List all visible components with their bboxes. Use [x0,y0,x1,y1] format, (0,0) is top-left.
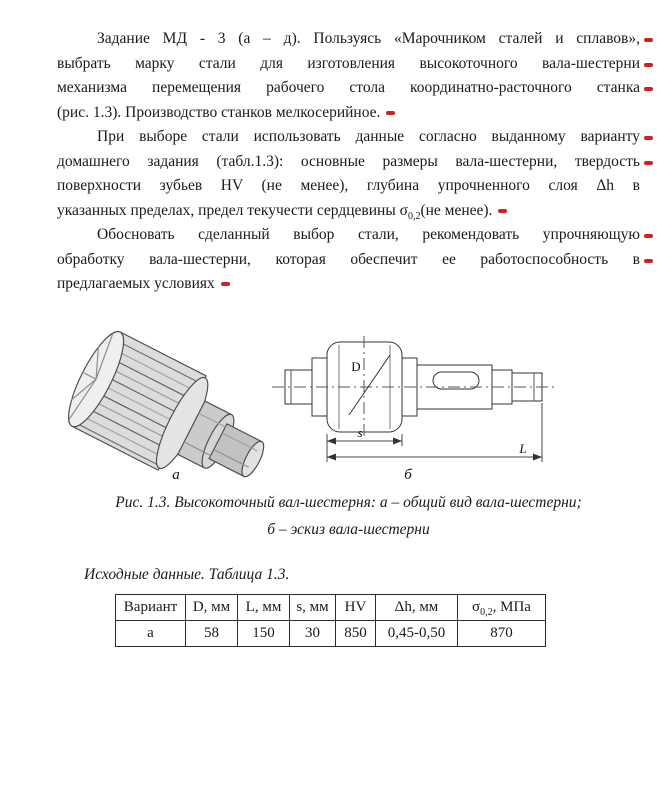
shaft-sketch [272,336,557,462]
dim-label-s: s [357,424,363,440]
table-title: Исходные данные. Таблица 1.3. [84,565,290,583]
table-body [116,620,546,646]
table-cell: 150 [238,620,290,646]
gear-drawing [59,325,283,485]
paragraph-line [57,125,640,150]
proofing-mark [644,63,653,67]
line-text: При выборе стали использовать данные согласно выданному варианту [97,128,640,145]
proofing-mark [644,161,653,165]
table-cell: 870 [458,620,546,646]
proofing-mark [644,87,653,91]
table-header-cell: HV [336,594,376,620]
paragraph-line [57,76,640,101]
paragraph [57,27,640,125]
proofing-mark [498,209,507,213]
table-header-cell: s, мм [290,594,336,620]
caption-line-2: б – эскиз вала-шестерни [267,520,430,538]
table-header-cell: $\sigma_{0,2}$, МПа [458,594,546,620]
data-table [115,594,546,647]
table-cell: 30 [290,620,336,646]
table-head [116,594,546,620]
figure-label-b: б [404,466,412,483]
line-text: поверхности зубьев HV (не менее), глубина упрочненного слоя Δh в [57,177,640,194]
line-text: домашнего задания (табл.1.3): основные размеры вала-шестерни, твердость [57,152,640,170]
table-header-cell: D, мм [186,594,238,620]
paragraph-line [57,272,640,297]
dim-label-l: L [519,440,527,456]
figure-caption [57,489,640,543]
paragraph-line [57,199,640,224]
line-text: выбрать марку стали для изготовления высокоточного вала-шестерни [57,54,640,72]
content-column [57,27,640,647]
line-text: Задание МД - 3 (а – д). Пользуясь «Марочником сталей и сплавов», [97,30,640,47]
line-text: обработку вала-шестерни, которая обеспечит ее работоспособность в [57,250,640,268]
table-cell: 0,45-0,50 [376,620,458,646]
table-header-cell: L, мм [238,594,290,620]
paragraph-line [57,150,640,175]
proofing-mark [644,259,653,263]
paragraph-line [57,174,640,199]
line-text: механизма перемещения рабочего стола координатно-расточного станка [57,79,640,96]
paragraph-line [57,248,640,273]
figure-label-a: а [172,466,180,483]
paragraph-line [57,52,640,77]
paragraph [57,223,640,297]
proofing-mark [644,136,653,140]
dim-label-d: D [351,358,361,374]
table-cell: 58 [186,620,238,646]
paragraph-line [57,27,640,52]
paragraph-line [57,101,640,126]
body-text [57,27,640,297]
table-header-cell: Δh, мм [376,594,458,620]
paragraph-line [57,223,640,248]
paragraph [57,125,640,223]
proofing-mark [644,234,653,238]
line-text: Обосновать сделанный выбор стали, рекомендовать упрочняющую [97,226,640,243]
table-row [116,620,546,646]
line-text: указанных пределах, предел текучести сердцевины $\sigma_{0,2}(не$ менее). [57,201,493,222]
figure [57,307,640,485]
line-text: предлагаемых условиях [57,275,215,292]
table-header-row [116,594,546,620]
table-header-cell: Вариант [116,594,186,620]
table-cell: а [116,620,186,646]
proofing-mark [644,38,653,42]
proofing-mark [221,282,230,286]
table-cell: 850 [336,620,376,646]
caption-line-1: Рис. 1.3. Высокоточный вал-шестерня: а – общий вид вала-шестерни; [115,493,582,511]
proofing-mark [386,111,395,115]
sketch-keyway-slot [433,372,479,389]
line-text: (рис. 1.3). Производство станков мелкосерийное. [57,103,381,121]
